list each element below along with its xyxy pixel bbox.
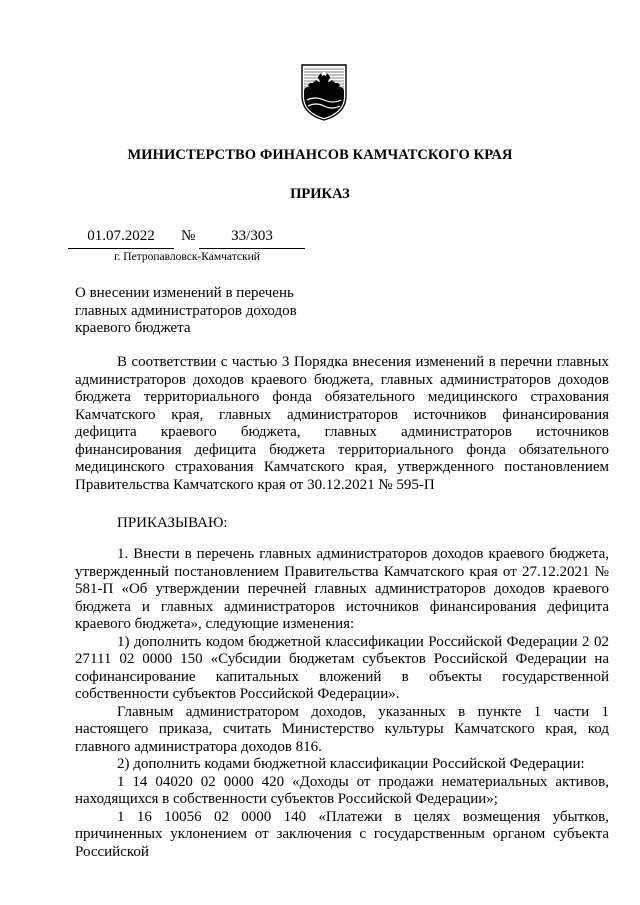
- order-number: 33/303: [199, 228, 305, 249]
- order-subject: О внесении изменений в перечень главных администраторов доходов краевого бюджета: [75, 285, 297, 336]
- order-paragraph: Главным администратором доходов, указанных в пункте 1 части 1 настоящего приказа, считать Министерство культуры Камчатского края, код главного администратора доходов 816.: [75, 703, 609, 755]
- preamble: В соответствии с частью 3 Порядка внесения изменений в перечни главных администраторов доходов краевого бюджета, главных администраторов доходов бюджета территориального фонда обязательного медицинского страхования Камчатского края, главных администраторов источников финансирования дефицита краевого бюджета, главных администраторов источников финансирования дефицита бюджета территориального фонда обязательного медицинского страхования Камчатского края, утвержденного постановлением Правительства Камчатского края от 30.12.2021 № 595-П: [75, 354, 609, 493]
- order-paragraph: 2) дополнить кодами бюджетной классификации Российской Федерации:: [117, 756, 585, 772]
- order-paragraph: 1 14 04020 02 0000 420 «Доходы от продажи нематериальных активов, находящихся в собственности субъектов Российской Федерации»;: [75, 773, 609, 807]
- order-paragraph: 1) дополнить кодом бюджетной классификации Российской Федерации 2 02 27111 02 0000 150 «Субсидии бюджетам субъектов Российской Федерации на софинансирование капитальных вложений в объекты государственной собственности субъектов Российской Федерации».: [75, 633, 609, 702]
- order-items: [75, 546, 609, 861]
- kamchatka-coat-of-arms-icon: [299, 62, 349, 122]
- command-block: [75, 515, 609, 533]
- city: г. Петропавловск-Камчатский: [114, 251, 260, 263]
- ministry-name: МИНИСТЕРСТВО ФИНАНСОВ КАМЧАТСКОГО КРАЯ: [127, 147, 513, 163]
- order-date: 01.07.2022: [68, 228, 174, 249]
- order-paragraph: 1 16 10056 02 0000 140 «Платежи в целях возмещения убытков, причиненных уклонением от заключения с государственным органом субъекта Российской: [75, 808, 609, 860]
- document-type: ПРИКАЗ: [290, 186, 350, 202]
- order-paragraph: 1. Внести в перечень главных администраторов доходов краевого бюджета, утвержденный постановлением Правительства Камчатского края от 27.12.2021 № 581-П «Об утверждении перечней главных администраторов доходов краевого бюджета и главных администраторов источников финансирования дефицита краевого бюджета», следующие изменения:: [75, 546, 609, 632]
- command: ПРИКАЗЫВАЮ:: [117, 515, 228, 531]
- preamble-block: [75, 354, 609, 494]
- number-sign: №: [181, 228, 196, 244]
